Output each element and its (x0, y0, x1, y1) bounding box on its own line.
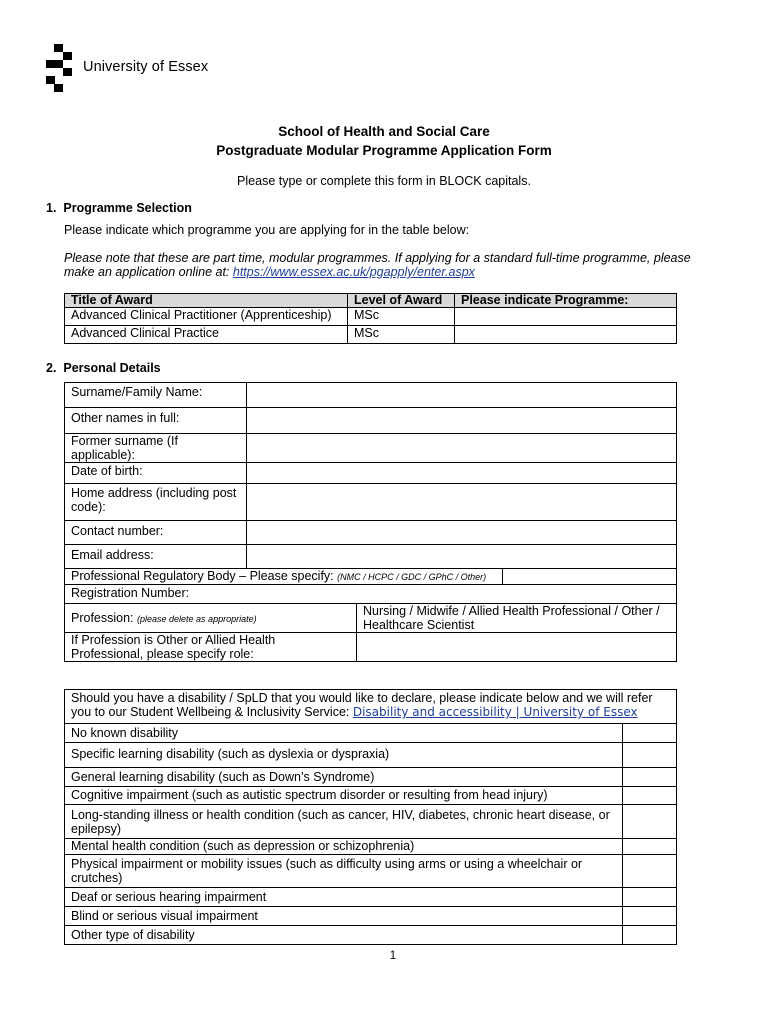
former-surname-label: Former surname (If applicable): (65, 434, 247, 463)
disability-option-label: General learning disability (such as Down’s Syndrome) (65, 768, 623, 787)
address-label: Home address (including post code): (65, 484, 247, 521)
disability-checkbox[interactable] (623, 724, 677, 743)
disability-checkbox[interactable] (623, 907, 677, 926)
disability-table (64, 689, 677, 945)
section1-intro: Please indicate which programme you are applying for in the table below: (64, 223, 470, 237)
disability-option-label: Mental health condition (such as depression or schizophrenia) (65, 839, 623, 855)
section1-note: Please note that these are part time, modular programmes. If applying for a standard full-time programme, please make an application online at: https://www.essex.ac.uk/pgapply/enter.aspx (64, 251, 691, 279)
disability-checkbox[interactable] (623, 926, 677, 945)
other-names-label: Other names in full: (65, 408, 247, 434)
other-names-field[interactable] (247, 408, 677, 434)
list-item (65, 743, 677, 768)
col-indicate-programme: Please indicate Programme: (455, 294, 677, 308)
address-field[interactable] (247, 484, 677, 521)
former-surname-field[interactable] (247, 434, 677, 463)
table-row (65, 326, 677, 344)
disability-checkbox[interactable] (623, 805, 677, 839)
table-row (65, 308, 677, 326)
dob-label: Date of birth: (65, 463, 247, 484)
disability-checkbox[interactable] (623, 855, 677, 888)
list-item (65, 888, 677, 907)
col-level-of-award: Level of Award (348, 294, 455, 308)
university-logo (46, 44, 72, 92)
contact-label: Contact number: (65, 521, 247, 545)
university-name: University of Essex (83, 59, 209, 75)
list-item (65, 926, 677, 945)
regulatory-body-field[interactable] (503, 569, 677, 585)
other-role-field[interactable] (357, 633, 677, 662)
award-level: MSc (348, 326, 455, 344)
page-number: 1 (389, 950, 397, 962)
dob-field[interactable] (247, 463, 677, 484)
disability-checkbox[interactable] (623, 787, 677, 805)
section2-heading: 2. Personal Details (46, 361, 161, 375)
disability-option-label: No known disability (65, 724, 623, 743)
school-title: School of Health and Social Care (278, 124, 490, 139)
email-field[interactable] (247, 545, 677, 569)
surname-label: Surname/Family Name: (65, 383, 247, 408)
indicate-programme-field[interactable] (455, 308, 677, 326)
surname-field[interactable] (247, 383, 677, 408)
disability-checkbox[interactable] (623, 839, 677, 855)
profession-label: Profession: (please delete as appropriate) (65, 604, 357, 633)
personal-details-table (64, 382, 677, 662)
list-item (65, 787, 677, 805)
list-item (65, 768, 677, 787)
disability-option-label: Other type of disability (65, 926, 623, 945)
section1-heading: 1. Programme Selection (46, 201, 192, 215)
registration-number-row[interactable]: Registration Number: (65, 585, 677, 604)
indicate-programme-field[interactable] (455, 326, 677, 344)
disability-option-label: Deaf or serious hearing impairment (65, 888, 623, 907)
disability-intro: Should you have a disability / SpLD that you would like to declare, please indicate below and we will refer you to our Student Wellbeing & Inclusivity Service: Disability and accessibility | University of Essex (65, 690, 677, 724)
contact-field[interactable] (247, 521, 677, 545)
list-item (65, 839, 677, 855)
other-role-label: If Profession is Other or Allied Health Professional, please specify role: (65, 633, 357, 662)
award-title: Advanced Clinical Practice (65, 326, 348, 344)
disability-option-label: Physical impairment or mobility issues (such as difficulty using arms or using a wheelchair or crutches) (65, 855, 623, 888)
disability-checkbox[interactable] (623, 888, 677, 907)
disability-checkbox[interactable] (623, 743, 677, 768)
award-title: Advanced Clinical Practitioner (Apprenticeship) (65, 308, 348, 326)
disability-option-label: Cognitive impairment (such as autistic spectrum disorder or resulting from head injury) (65, 787, 623, 805)
list-item (65, 907, 677, 926)
programme-table (64, 293, 677, 344)
regulatory-body-label: Professional Regulatory Body – Please specify: (NMC / HCPC / GDC / GPhC / Other) (65, 569, 503, 585)
disability-checkbox[interactable] (623, 768, 677, 787)
disability-option-label: Long-standing illness or health condition (such as cancer, HIV, diabetes, chronic heart disease, or epilepsy) (65, 805, 623, 839)
pgapply-link[interactable]: https://www.essex.ac.uk/pgapply/enter.aspx (232, 265, 475, 279)
programme-table-header (65, 294, 677, 308)
list-item (65, 805, 677, 839)
award-level: MSc (348, 308, 455, 326)
disability-option-label: Blind or serious visual impairment (65, 907, 623, 926)
profession-options-field[interactable]: Nursing / Midwife / Allied Health Professional / Other / Healthcare Scientist (357, 604, 677, 633)
list-item (65, 855, 677, 888)
list-item (65, 724, 677, 743)
form-title: Postgraduate Modular Programme Application Form (216, 143, 552, 158)
instruction-text: Please type or complete this form in BLOCK capitals. (237, 174, 531, 188)
email-label: Email address: (65, 545, 247, 569)
col-title-of-award: Title of Award (65, 294, 348, 308)
disability-link[interactable]: Disability and accessibility | University of Essex (352, 705, 638, 719)
disability-option-label: Specific learning disability (such as dyslexia or dyspraxia) (65, 743, 623, 768)
